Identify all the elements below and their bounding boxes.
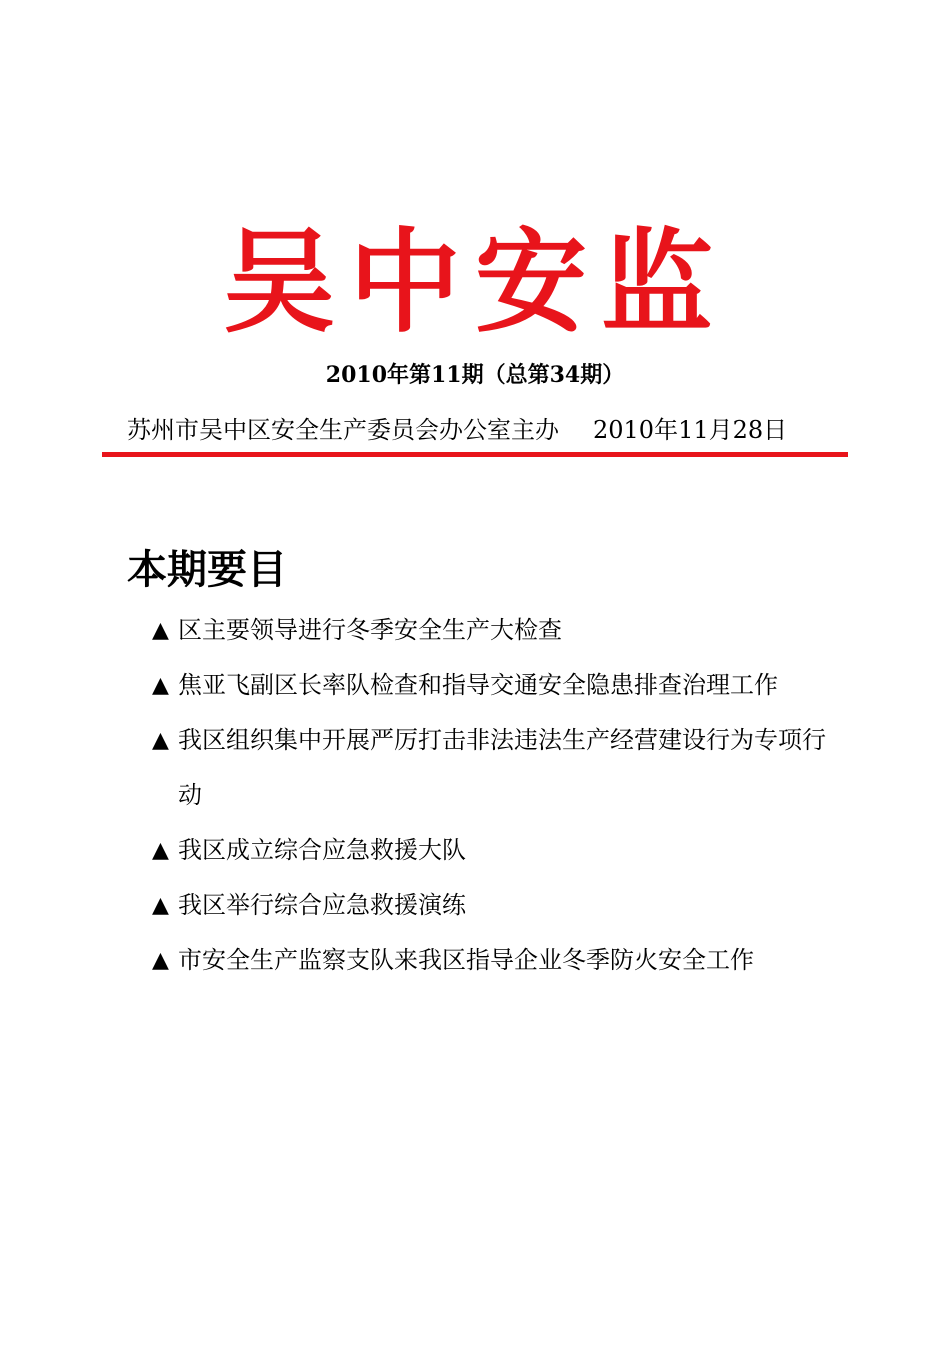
publisher-name: 苏州市吴中区安全生产委员会办公室主办 <box>127 416 559 444</box>
triangle-bullet-icon: ▲ <box>152 838 169 863</box>
contents-heading: 本期要目 <box>127 547 287 593</box>
triangle-bullet-icon: ▲ <box>152 618 169 643</box>
contents-item <box>152 933 842 988</box>
publish-date: 2010年11月28日 <box>593 416 788 444</box>
contents-item-text: 市安全生产监察支队来我区指导企业冬季防火安全工作 <box>178 946 754 974</box>
contents-item <box>152 823 842 878</box>
contents-item-text: 我区成立综合应急救援大队 <box>178 836 466 864</box>
triangle-bullet-icon: ▲ <box>152 948 169 973</box>
contents-item <box>152 713 842 823</box>
contents-item-text: 区主要领导进行冬季安全生产大检查 <box>178 616 562 644</box>
contents-list <box>152 603 842 988</box>
issue-number: 2010年第11期（总第34期） <box>325 362 625 388</box>
contents-item-text: 我区组织集中开展严厉打击非法违法生产经营建设行为专项行动 <box>178 726 826 809</box>
contents-item-text: 我区举行综合应急救援演练 <box>178 891 466 919</box>
masthead-divider <box>102 452 848 457</box>
masthead-title: 吴中安监 <box>223 217 727 348</box>
triangle-bullet-icon: ▲ <box>152 728 169 753</box>
contents-item-text: 焦亚飞副区长率队检查和指导交通安全隐患排查治理工作 <box>178 671 778 699</box>
triangle-bullet-icon: ▲ <box>152 893 169 918</box>
contents-item <box>152 658 842 713</box>
contents-item <box>152 878 842 933</box>
triangle-bullet-icon: ▲ <box>152 673 169 698</box>
publisher-line <box>127 414 847 446</box>
contents-item <box>152 603 842 658</box>
